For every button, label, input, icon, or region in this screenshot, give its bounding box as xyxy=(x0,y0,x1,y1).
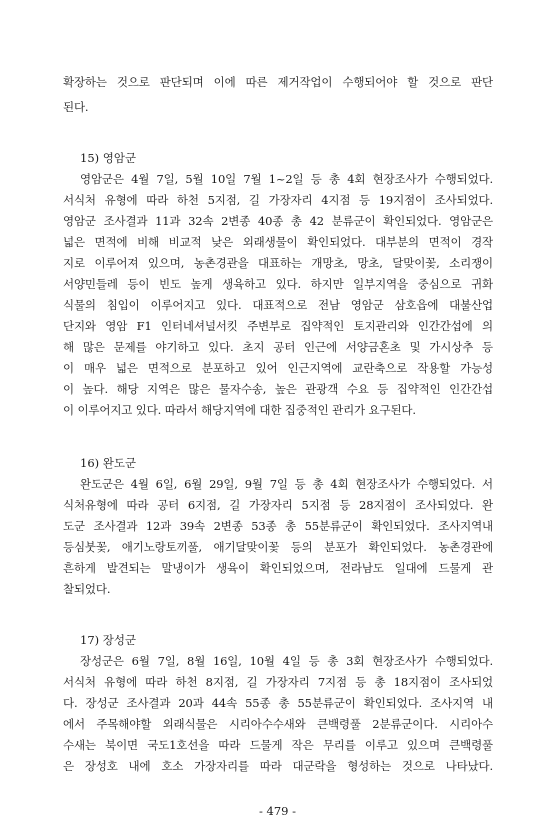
paragraph-line: 식처유형에 따라 공터 6지점, 길 가장자리 5지점 등 28지점이 조사되었다. 완 xyxy=(63,498,493,512)
intro-line: 확장하는 것으로 판단되며 이에 따른 제거작업이 수행되어야 할 것으로 판단 xyxy=(63,75,493,89)
section-heading: 17) 장성군 xyxy=(80,633,137,647)
paragraph-line: 완도군은 4월 6일, 6월 29일, 9월 7일 등 총 4회 현장조사가 수행되었다. 서 xyxy=(80,477,493,491)
paragraph-line: 지로 이루어져 있으며, 농촌경관을 대표하는 개망초, 망초, 달맞이꽃, 소리쟁이 xyxy=(63,256,493,270)
paragraph-line: 이 이루어지고 있다. 따라서 해당지역에 대한 집중적인 관리가 요구된다. xyxy=(63,403,416,417)
paragraph-line: 영암군은 4월 7일, 5월 10일 7월 1~2일 등 총 4회 현장조사가 수행되었다. xyxy=(80,172,493,186)
paragraph-line: 이 높다. 해당 지역은 많은 물자수송, 높은 관광객 수요 등 집약적인 인간간섭 xyxy=(63,382,493,396)
paragraph-line: 서양민들레 등이 빈도 높게 생육하고 있다. 하지만 일부지역을 중심으로 귀화 xyxy=(63,277,493,291)
paragraph-line: 찰되었다. xyxy=(63,582,111,596)
paragraph-line: 은 장성호 내에 호소 가장자리를 따라 대군락을 형성하는 것으로 나타났다. xyxy=(63,759,493,773)
page-number: - 479 - xyxy=(258,804,297,818)
section-heading: 16) 완도군 xyxy=(80,456,137,470)
paragraph-line: 이 매우 넓은 면적으로 분포하고 있어 인근지역에 교란축으로 작용할 가능성 xyxy=(63,361,493,375)
paragraph-line: 해 많은 문제를 야기하고 있다. 초지 공터 인근에 서양금혼초 및 가시상추 등 xyxy=(63,340,493,354)
paragraph-line: 서식처 유형에 따라 하천 8지점, 길 가장자리 7지점 등 총 18지점이 조사되었 xyxy=(63,675,493,689)
paragraph-line: 서식처 유형에 따라 하천 5지점, 길 가장자리 4지점 등 19지점이 조사되었다. xyxy=(63,193,493,207)
paragraph-line: 장성군은 6월 7일, 8월 16일, 10월 4일 등 총 3회 현장조사가 수행되었다. xyxy=(80,654,493,668)
paragraph-line: 단지와 영암 F1 인터네셔널서킷 주변부로 집약적인 토지관리와 인간간섭에 의 xyxy=(63,319,493,333)
section-heading: 15) 영암군 xyxy=(80,151,137,165)
paragraph-line: 흔하게 발견되는 말냉이가 생육이 확인되었으며, 전라남도 일대에 드물게 관 xyxy=(63,561,493,575)
paragraph-line: 식물의 침입이 이루어지고 있다. 대표적으로 전남 영암군 삼호읍에 대불산업 xyxy=(63,298,493,312)
intro-line: 된다. xyxy=(63,100,89,114)
paragraph-line: 도군 조사결과 12과 39속 2변종 53종 총 55분류군이 확인되었다. 조사지역내 xyxy=(63,519,493,533)
paragraph-line: 영암군 조사결과 11과 32속 2변종 40종 총 42 분류군이 확인되었다. 영암군은 xyxy=(63,214,493,228)
paragraph-line: 다. 장성군 조사결과 20과 44속 55종 총 55분류군이 확인되었다. 조사지역 내 xyxy=(63,696,493,710)
paragraph-line: 넓은 면적에 비해 비교적 낮은 외래생물이 확인되었다. 대부분의 면적이 경작 xyxy=(63,235,493,249)
paragraph-line: 에서 주목해야할 외래식물은 시리아수수새와 큰백령풀 2분류군이다. 시리아수 xyxy=(63,717,493,731)
paragraph-line: 수새는 북이면 국도1호선을 따라 드물게 작은 무리를 이루고 있으며 큰백령풀 xyxy=(63,738,493,752)
paragraph-line: 등심붓꽃, 애기노랑토끼풀, 애기달맞이꽃 등의 분포가 확인되었다. 농촌경관에 xyxy=(63,540,493,554)
